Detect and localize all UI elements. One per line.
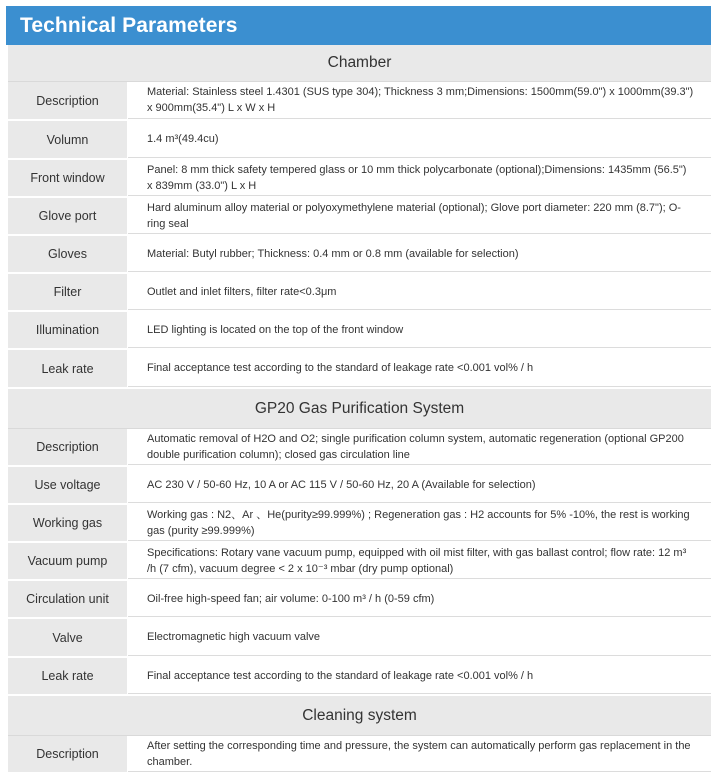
row-label: Description — [8, 736, 127, 772]
section-header-gas-purification: GP20 Gas Purification System — [8, 389, 711, 429]
section-header-chamber: Chamber — [8, 45, 711, 82]
row-label: Vacuum pump — [8, 543, 127, 579]
row-label: Working gas — [8, 505, 127, 541]
table-row — [8, 658, 711, 696]
table-row — [8, 312, 711, 350]
row-value: Outlet and inlet filters, filter rate<0.3μm — [128, 274, 711, 310]
row-label: Valve — [8, 619, 127, 656]
table-row — [8, 236, 711, 274]
page-header — [6, 6, 711, 45]
section-header-cleaning-system: Cleaning system — [8, 696, 711, 736]
table-row — [8, 160, 711, 198]
page-title: Technical Parameters — [20, 13, 238, 37]
table-row — [8, 350, 711, 389]
row-label: Leak rate — [8, 658, 127, 694]
row-value: Specifications: Rotary vane vacuum pump, equipped with oil mist filter, with gas ballast control; flow rate: 12 m³ /h (7 cfm), vacuum degree < 2 x 10⁻³ mbar (dry pump optional) — [128, 543, 711, 579]
row-label: Glove port — [8, 198, 127, 234]
row-value: After setting the corresponding time and pressure, the system can automatically perform gas replacement in the chamber. — [128, 736, 711, 772]
table-row — [8, 543, 711, 581]
row-value: Oil-free high-speed fan; air volume: 0-100 m³ / h (0-59 cfm) — [128, 581, 711, 617]
row-value: Hard aluminum alloy material or polyoxymethylene material (optional); Glove port diameter: 220 mm (8.7"); O-ring seal — [128, 198, 711, 234]
table-row — [8, 467, 711, 505]
row-label: Filter — [8, 274, 127, 310]
table-row — [8, 736, 711, 774]
table-row — [8, 82, 711, 121]
row-value: Working gas : N2、Ar 、He(purity≥99.999%) ; Regeneration gas : H2 accounts for 5% -10%, the rest is working gas (purity ≥99.999%) — [128, 505, 711, 541]
row-label: Front window — [8, 160, 127, 196]
table-row — [8, 274, 711, 312]
row-label: Gloves — [8, 236, 127, 272]
row-value: Panel: 8 mm thick safety tempered glass or 10 mm thick polycarbonate (optional);Dimensions: 1435mm (56.5") x 839mm (33.0") L x H — [128, 160, 711, 196]
table-row — [8, 121, 711, 160]
row-value: Automatic removal of H2O and O2; single purification column system, automatic regeneration (optional GP200 double purification column); closed gas circulation line — [128, 429, 711, 465]
row-label: Volumn — [8, 121, 127, 158]
table-row — [8, 198, 711, 236]
table-row — [8, 505, 711, 543]
row-label: Use voltage — [8, 467, 127, 503]
row-value: Material: Stainless steel 1.4301 (SUS type 304); Thickness 3 mm;Dimensions: 1500mm(59.0") x 1000mm(39.3") x 900mm(35.4") L x W x H — [128, 82, 711, 119]
row-label: Description — [8, 429, 127, 465]
table-row — [8, 581, 711, 619]
row-value: Electromagnetic high vacuum valve — [128, 619, 711, 656]
table-row — [8, 429, 711, 467]
row-value: AC 230 V / 50-60 Hz, 10 A or AC 115 V / 50-60 Hz, 20 A (Available for selection) — [128, 467, 711, 503]
row-label: Circulation unit — [8, 581, 127, 617]
row-label: Illumination — [8, 312, 127, 348]
row-value: 1.4 m³(49.4cu) — [128, 121, 711, 158]
row-label: Description — [8, 82, 127, 119]
row-value: Final acceptance test according to the standard of leakage rate <0.001 vol% / h — [128, 658, 711, 694]
row-value: Final acceptance test according to the standard of leakage rate <0.001 vol% / h — [128, 350, 711, 387]
parameters-table — [7, 45, 711, 774]
row-value: Material: Butyl rubber; Thickness: 0.4 mm or 0.8 mm (available for selection) — [128, 236, 711, 272]
row-label: Leak rate — [8, 350, 127, 387]
row-value: LED lighting is located on the top of the front window — [128, 312, 711, 348]
table-row — [8, 619, 711, 658]
